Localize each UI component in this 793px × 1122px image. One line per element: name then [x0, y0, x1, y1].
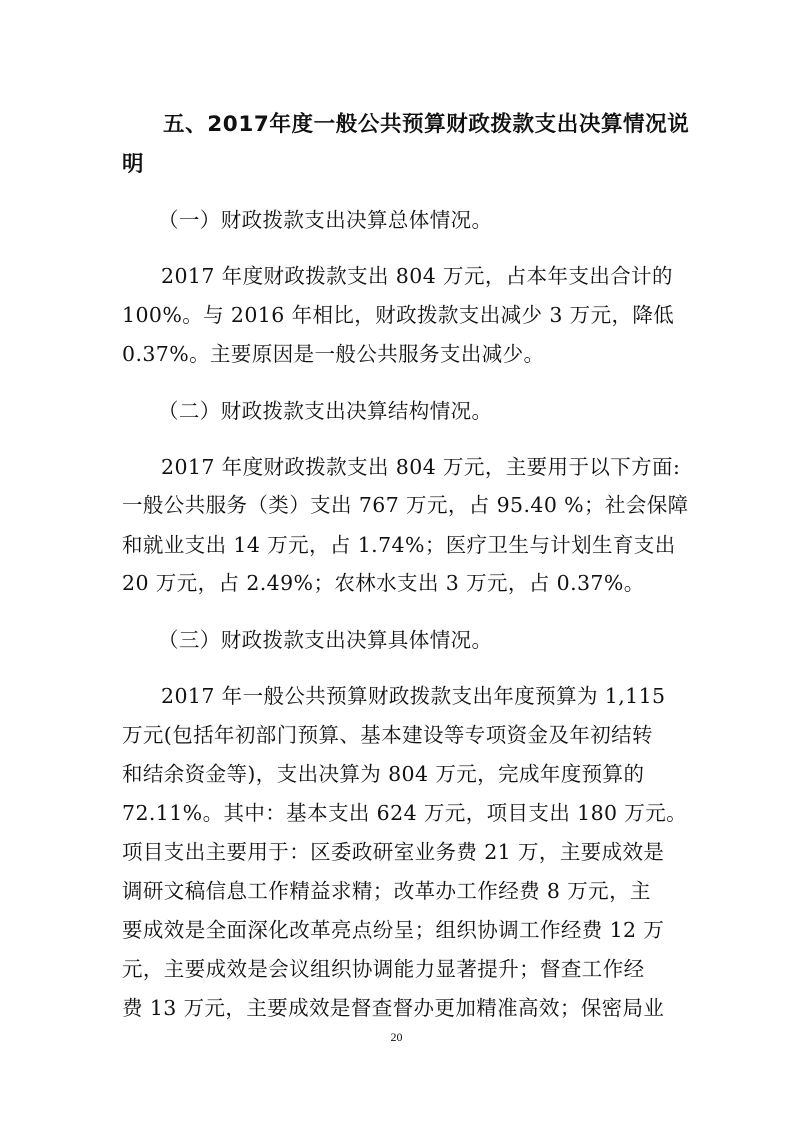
paragraph-3-line-8: 元，主要成效是会议组织协调能力显著提升；督查工作经 — [122, 957, 645, 981]
paragraph-3-line-7: 要成效是全面深化改革亮点纷呈；组织协调工作经费 12 万 — [122, 918, 665, 942]
subsection-title-2: （二）财政拨款支出决算结构情况。 — [158, 399, 493, 423]
paragraph-1-line-3: 0.37%。主要原因是一般公共服务支出减少。 — [122, 342, 545, 366]
paragraph-3-line-1: 2017 年一般公共预算财政拨款支出年度预算为 1,115 — [161, 684, 666, 708]
section-heading-line-2: 明 — [122, 152, 145, 177]
section-heading-line-1: 五、2017年度一般公共预算财政拨款支出决算情况说 — [163, 112, 690, 137]
paragraph-3-line-2: 万元(包括年初部门预算、基本建设等专项资金及年初结转 — [122, 723, 653, 747]
paragraph-2-line-2: 一般公共服务（类）支出 767 万元，占 95.40 %；社会保障 — [122, 493, 689, 517]
paragraph-1-line-1: 2017 年度财政拨款支出 804 万元，占本年支出合计的 — [161, 264, 673, 288]
paragraph-3-line-3: 和结余资金等)，支出决算为 804 万元，完成年度预算的 — [122, 762, 645, 786]
subsection-title-3: （三）财政拨款支出决算具体情况。 — [158, 628, 493, 652]
subsection-title-1: （一）财政拨款支出决算总体情况。 — [158, 208, 493, 232]
paragraph-3-line-6: 调研文稿信息工作精益求精；改革办工作经费 8 万元，主 — [122, 879, 651, 903]
paragraph-3-line-5: 项目支出主要用于：区委政研室业务费 21 万，主要成效是 — [122, 840, 665, 864]
paragraph-3-line-9: 费 13 万元，主要成效是督查督办更加精准高效；保密局业 — [122, 996, 665, 1020]
paragraph-2-line-1: 2017 年度财政拨款支出 804 万元，主要用于以下方面: — [161, 455, 681, 479]
page-number: 20 — [390, 1030, 403, 1044]
paragraph-2-line-3: 和就业支出 14 万元，占 1.74%；医疗卫生与计划生育支出 — [122, 533, 676, 557]
paragraph-3-line-4: 72.11%。其中：基本支出 624 万元，项目支出 180 万元。 — [122, 801, 688, 825]
paragraph-2-line-4: 20 万元，占 2.49%；农林水支出 3 万元，占 0.37%。 — [122, 571, 645, 595]
paragraph-1-line-2: 100%。与 2016 年相比，财政拨款支出减少 3 万元，降低 — [122, 303, 675, 327]
